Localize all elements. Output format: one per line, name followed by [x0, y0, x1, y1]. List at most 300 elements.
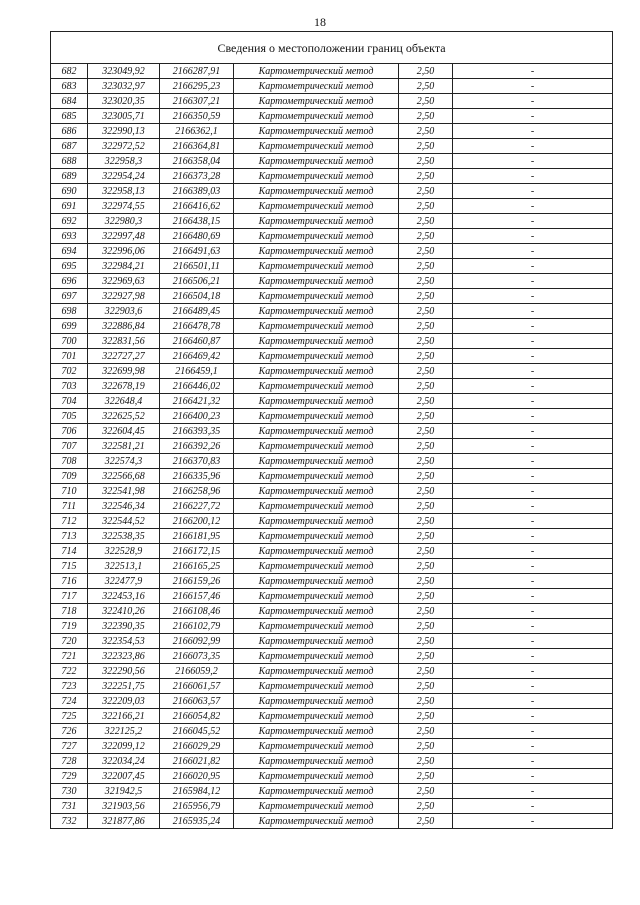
x-coordinate-cell: 322477,9	[88, 574, 160, 589]
y-coordinate-cell: 2166059,2	[160, 664, 234, 679]
point-number-cell: 696	[51, 274, 88, 289]
method-cell: Картометрический метод	[234, 679, 399, 694]
x-coordinate-cell: 322125,2	[88, 724, 160, 739]
description-cell: -	[453, 574, 613, 589]
x-coordinate-cell: 322528,9	[88, 544, 160, 559]
method-cell: Картометрический метод	[234, 484, 399, 499]
table-row	[51, 634, 613, 649]
method-cell: Картометрический метод	[234, 289, 399, 304]
x-coordinate-cell: 322958,13	[88, 184, 160, 199]
table-row	[51, 184, 613, 199]
description-cell: -	[453, 289, 613, 304]
table-row	[51, 664, 613, 679]
point-number-cell: 689	[51, 169, 88, 184]
description-cell: -	[453, 619, 613, 634]
table-row	[51, 244, 613, 259]
y-coordinate-cell: 2166200,12	[160, 514, 234, 529]
y-coordinate-cell: 2166287,91	[160, 64, 234, 79]
table-row	[51, 679, 613, 694]
y-coordinate-cell: 2165984,12	[160, 784, 234, 799]
method-cell: Картометрический метод	[234, 319, 399, 334]
accuracy-cell: 2,50	[399, 214, 453, 229]
accuracy-cell: 2,50	[399, 439, 453, 454]
accuracy-cell: 2,50	[399, 289, 453, 304]
accuracy-cell: 2,50	[399, 274, 453, 289]
x-coordinate-cell: 323049,92	[88, 64, 160, 79]
table-row	[51, 139, 613, 154]
y-coordinate-cell: 2166373,28	[160, 169, 234, 184]
description-cell: -	[453, 769, 613, 784]
method-cell: Картометрический метод	[234, 799, 399, 814]
y-coordinate-cell: 2166172,15	[160, 544, 234, 559]
table-row	[51, 409, 613, 424]
x-coordinate-cell: 322699,98	[88, 364, 160, 379]
x-coordinate-cell: 321942,5	[88, 784, 160, 799]
x-coordinate-cell: 322980,3	[88, 214, 160, 229]
description-cell: -	[453, 364, 613, 379]
point-number-cell: 727	[51, 739, 88, 754]
point-number-cell: 726	[51, 724, 88, 739]
accuracy-cell: 2,50	[399, 514, 453, 529]
x-coordinate-cell: 322831,56	[88, 334, 160, 349]
point-number-cell: 701	[51, 349, 88, 364]
y-coordinate-cell: 2166370,83	[160, 454, 234, 469]
y-coordinate-cell: 2166181,95	[160, 529, 234, 544]
description-cell: -	[453, 604, 613, 619]
point-number-cell: 716	[51, 574, 88, 589]
table-row	[51, 289, 613, 304]
x-coordinate-cell: 322727,27	[88, 349, 160, 364]
description-cell: -	[453, 124, 613, 139]
table-row	[51, 799, 613, 814]
accuracy-cell: 2,50	[399, 499, 453, 514]
method-cell: Картометрический метод	[234, 349, 399, 364]
method-cell: Картометрический метод	[234, 544, 399, 559]
y-coordinate-cell: 2166335,96	[160, 469, 234, 484]
y-coordinate-cell: 2165935,24	[160, 814, 234, 829]
y-coordinate-cell: 2166159,26	[160, 574, 234, 589]
point-number-cell: 685	[51, 109, 88, 124]
method-cell: Картометрический метод	[234, 709, 399, 724]
point-number-cell: 691	[51, 199, 88, 214]
accuracy-cell: 2,50	[399, 424, 453, 439]
table-row	[51, 694, 613, 709]
table-row	[51, 784, 613, 799]
description-cell: -	[453, 229, 613, 244]
table-row	[51, 619, 613, 634]
y-coordinate-cell: 2166063,57	[160, 694, 234, 709]
point-number-cell: 703	[51, 379, 88, 394]
accuracy-cell: 2,50	[399, 469, 453, 484]
description-cell: -	[453, 199, 613, 214]
description-cell: -	[453, 394, 613, 409]
x-coordinate-cell: 322390,35	[88, 619, 160, 634]
accuracy-cell: 2,50	[399, 544, 453, 559]
method-cell: Картометрический метод	[234, 439, 399, 454]
y-coordinate-cell: 2166350,59	[160, 109, 234, 124]
accuracy-cell: 2,50	[399, 454, 453, 469]
table-row	[51, 64, 613, 79]
method-cell: Картометрический метод	[234, 604, 399, 619]
description-cell: -	[453, 244, 613, 259]
x-coordinate-cell: 322541,98	[88, 484, 160, 499]
x-coordinate-cell: 322099,12	[88, 739, 160, 754]
x-coordinate-cell: 322625,52	[88, 409, 160, 424]
point-number-cell: 724	[51, 694, 88, 709]
point-number-cell: 713	[51, 529, 88, 544]
accuracy-cell: 2,50	[399, 259, 453, 274]
method-cell: Картометрический метод	[234, 154, 399, 169]
point-number-cell: 694	[51, 244, 88, 259]
method-cell: Картометрический метод	[234, 499, 399, 514]
y-coordinate-cell: 2166416,62	[160, 199, 234, 214]
table-row	[51, 754, 613, 769]
y-coordinate-cell: 2166102,79	[160, 619, 234, 634]
x-coordinate-cell: 322604,45	[88, 424, 160, 439]
method-cell: Картометрический метод	[234, 469, 399, 484]
point-number-cell: 725	[51, 709, 88, 724]
accuracy-cell: 2,50	[399, 334, 453, 349]
table-row	[51, 274, 613, 289]
y-coordinate-cell: 2166364,81	[160, 139, 234, 154]
description-cell: -	[453, 784, 613, 799]
method-cell: Картометрический метод	[234, 124, 399, 139]
description-cell: -	[453, 109, 613, 124]
point-number-cell: 729	[51, 769, 88, 784]
x-coordinate-cell: 322990,13	[88, 124, 160, 139]
method-cell: Картометрический метод	[234, 214, 399, 229]
description-cell: -	[453, 679, 613, 694]
table-row	[51, 454, 613, 469]
x-coordinate-cell: 322927,98	[88, 289, 160, 304]
x-coordinate-cell: 322544,52	[88, 514, 160, 529]
point-number-cell: 692	[51, 214, 88, 229]
description-cell: -	[453, 214, 613, 229]
x-coordinate-cell: 322007,45	[88, 769, 160, 784]
description-cell: -	[453, 739, 613, 754]
y-coordinate-cell: 2166362,1	[160, 124, 234, 139]
point-number-cell: 687	[51, 139, 88, 154]
point-number-cell: 711	[51, 499, 88, 514]
x-coordinate-cell: 322251,75	[88, 679, 160, 694]
point-number-cell: 706	[51, 424, 88, 439]
y-coordinate-cell: 2166295,23	[160, 79, 234, 94]
x-coordinate-cell: 322166,21	[88, 709, 160, 724]
point-number-cell: 682	[51, 64, 88, 79]
table-row	[51, 334, 613, 349]
accuracy-cell: 2,50	[399, 604, 453, 619]
description-cell: -	[453, 469, 613, 484]
method-cell: Картометрический метод	[234, 424, 399, 439]
description-cell: -	[453, 529, 613, 544]
x-coordinate-cell: 321903,56	[88, 799, 160, 814]
y-coordinate-cell: 2166307,21	[160, 94, 234, 109]
description-cell: -	[453, 64, 613, 79]
y-coordinate-cell: 2166092,99	[160, 634, 234, 649]
point-number-cell: 686	[51, 124, 88, 139]
y-coordinate-cell: 2166478,78	[160, 319, 234, 334]
point-number-cell: 722	[51, 664, 88, 679]
x-coordinate-cell: 322958,3	[88, 154, 160, 169]
point-number-cell: 700	[51, 334, 88, 349]
description-cell: -	[453, 694, 613, 709]
point-number-cell: 704	[51, 394, 88, 409]
description-cell: -	[453, 169, 613, 184]
x-coordinate-cell: 322972,52	[88, 139, 160, 154]
accuracy-cell: 2,50	[399, 139, 453, 154]
table-row	[51, 574, 613, 589]
point-number-cell: 730	[51, 784, 88, 799]
method-cell: Картометрический метод	[234, 739, 399, 754]
y-coordinate-cell: 2166392,26	[160, 439, 234, 454]
point-number-cell: 688	[51, 154, 88, 169]
y-coordinate-cell: 2166165,25	[160, 559, 234, 574]
method-cell: Картометрический метод	[234, 64, 399, 79]
method-cell: Картометрический метод	[234, 754, 399, 769]
accuracy-cell: 2,50	[399, 679, 453, 694]
x-coordinate-cell: 322574,3	[88, 454, 160, 469]
table-row	[51, 229, 613, 244]
point-number-cell: 712	[51, 514, 88, 529]
y-coordinate-cell: 2166400,23	[160, 409, 234, 424]
table-row	[51, 319, 613, 334]
accuracy-cell: 2,50	[399, 169, 453, 184]
x-coordinate-cell: 322546,34	[88, 499, 160, 514]
x-coordinate-cell: 322648,4	[88, 394, 160, 409]
table-row	[51, 94, 613, 109]
y-coordinate-cell: 2166393,35	[160, 424, 234, 439]
table-row	[51, 424, 613, 439]
x-coordinate-cell: 321877,86	[88, 814, 160, 829]
accuracy-cell: 2,50	[399, 769, 453, 784]
description-cell: -	[453, 724, 613, 739]
table-row	[51, 379, 613, 394]
method-cell: Картометрический метод	[234, 109, 399, 124]
description-cell: -	[453, 184, 613, 199]
point-number-cell: 728	[51, 754, 88, 769]
point-number-cell: 690	[51, 184, 88, 199]
x-coordinate-cell: 322974,55	[88, 199, 160, 214]
description-cell: -	[453, 454, 613, 469]
description-cell: -	[453, 79, 613, 94]
method-cell: Картометрический метод	[234, 589, 399, 604]
accuracy-cell: 2,50	[399, 484, 453, 499]
accuracy-cell: 2,50	[399, 154, 453, 169]
x-coordinate-cell: 322290,56	[88, 664, 160, 679]
y-coordinate-cell: 2166061,57	[160, 679, 234, 694]
point-number-cell: 695	[51, 259, 88, 274]
point-number-cell: 698	[51, 304, 88, 319]
point-number-cell: 721	[51, 649, 88, 664]
x-coordinate-cell: 322581,21	[88, 439, 160, 454]
table-row	[51, 484, 613, 499]
x-coordinate-cell: 322034,24	[88, 754, 160, 769]
y-coordinate-cell: 2166501,11	[160, 259, 234, 274]
x-coordinate-cell: 322678,19	[88, 379, 160, 394]
description-cell: -	[453, 799, 613, 814]
y-coordinate-cell: 2165956,79	[160, 799, 234, 814]
y-coordinate-cell: 2166108,46	[160, 604, 234, 619]
description-cell: -	[453, 814, 613, 829]
x-coordinate-cell: 323005,71	[88, 109, 160, 124]
point-number-cell: 719	[51, 619, 88, 634]
y-coordinate-cell: 2166258,96	[160, 484, 234, 499]
x-coordinate-cell: 322954,24	[88, 169, 160, 184]
accuracy-cell: 2,50	[399, 589, 453, 604]
table-row	[51, 214, 613, 229]
method-cell: Картометрический метод	[234, 139, 399, 154]
x-coordinate-cell: 322886,84	[88, 319, 160, 334]
accuracy-cell: 2,50	[399, 529, 453, 544]
y-coordinate-cell: 2166389,03	[160, 184, 234, 199]
point-number-cell: 720	[51, 634, 88, 649]
x-coordinate-cell: 322997,48	[88, 229, 160, 244]
description-cell: -	[453, 664, 613, 679]
table-title-row	[51, 32, 613, 64]
table-row	[51, 559, 613, 574]
y-coordinate-cell: 2166469,42	[160, 349, 234, 364]
x-coordinate-cell: 322969,63	[88, 274, 160, 289]
accuracy-cell: 2,50	[399, 634, 453, 649]
x-coordinate-cell: 322453,16	[88, 589, 160, 604]
method-cell: Картометрический метод	[234, 559, 399, 574]
description-cell: -	[453, 514, 613, 529]
y-coordinate-cell: 2166489,45	[160, 304, 234, 319]
description-cell: -	[453, 559, 613, 574]
method-cell: Картометрический метод	[234, 334, 399, 349]
y-coordinate-cell: 2166459,1	[160, 364, 234, 379]
method-cell: Картометрический метод	[234, 229, 399, 244]
y-coordinate-cell: 2166157,46	[160, 589, 234, 604]
description-cell: -	[453, 259, 613, 274]
description-cell: -	[453, 424, 613, 439]
description-cell: -	[453, 334, 613, 349]
method-cell: Картометрический метод	[234, 814, 399, 829]
description-cell: -	[453, 649, 613, 664]
table-row	[51, 304, 613, 319]
description-cell: -	[453, 274, 613, 289]
description-cell: -	[453, 754, 613, 769]
accuracy-cell: 2,50	[399, 559, 453, 574]
method-cell: Картометрический метод	[234, 694, 399, 709]
description-cell: -	[453, 634, 613, 649]
y-coordinate-cell: 2166421,32	[160, 394, 234, 409]
method-cell: Картометрический метод	[234, 304, 399, 319]
y-coordinate-cell: 2166358,04	[160, 154, 234, 169]
table-row	[51, 364, 613, 379]
accuracy-cell: 2,50	[399, 814, 453, 829]
description-cell: -	[453, 319, 613, 334]
table-row	[51, 529, 613, 544]
method-cell: Картометрический метод	[234, 169, 399, 184]
accuracy-cell: 2,50	[399, 724, 453, 739]
table-row	[51, 544, 613, 559]
table-row	[51, 199, 613, 214]
x-coordinate-cell: 322538,35	[88, 529, 160, 544]
method-cell: Картометрический метод	[234, 649, 399, 664]
accuracy-cell: 2,50	[399, 109, 453, 124]
method-cell: Картометрический метод	[234, 379, 399, 394]
method-cell: Картометрический метод	[234, 454, 399, 469]
table-row	[51, 514, 613, 529]
table-row	[51, 499, 613, 514]
method-cell: Картометрический метод	[234, 634, 399, 649]
table-row	[51, 124, 613, 139]
table-row	[51, 349, 613, 364]
point-number-cell: 697	[51, 289, 88, 304]
table-row	[51, 154, 613, 169]
description-cell: -	[453, 154, 613, 169]
accuracy-cell: 2,50	[399, 694, 453, 709]
y-coordinate-cell: 2166506,21	[160, 274, 234, 289]
x-coordinate-cell: 322209,03	[88, 694, 160, 709]
accuracy-cell: 2,50	[399, 319, 453, 334]
point-number-cell: 709	[51, 469, 88, 484]
y-coordinate-cell: 2166073,35	[160, 649, 234, 664]
accuracy-cell: 2,50	[399, 64, 453, 79]
description-cell: -	[453, 544, 613, 559]
point-number-cell: 705	[51, 409, 88, 424]
description-cell: -	[453, 409, 613, 424]
y-coordinate-cell: 2166446,02	[160, 379, 234, 394]
table-row	[51, 724, 613, 739]
x-coordinate-cell: 322513,1	[88, 559, 160, 574]
y-coordinate-cell: 2166460,87	[160, 334, 234, 349]
accuracy-cell: 2,50	[399, 364, 453, 379]
x-coordinate-cell: 322323,86	[88, 649, 160, 664]
y-coordinate-cell: 2166491,63	[160, 244, 234, 259]
accuracy-cell: 2,50	[399, 619, 453, 634]
boundary-coordinates-table	[50, 31, 613, 829]
method-cell: Картометрический метод	[234, 784, 399, 799]
method-cell: Картометрический метод	[234, 79, 399, 94]
accuracy-cell: 2,50	[399, 394, 453, 409]
accuracy-cell: 2,50	[399, 379, 453, 394]
x-coordinate-cell: 323020,35	[88, 94, 160, 109]
accuracy-cell: 2,50	[399, 304, 453, 319]
y-coordinate-cell: 2166227,72	[160, 499, 234, 514]
accuracy-cell: 2,50	[399, 124, 453, 139]
point-number-cell: 723	[51, 679, 88, 694]
accuracy-cell: 2,50	[399, 664, 453, 679]
method-cell: Картометрический метод	[234, 184, 399, 199]
method-cell: Картометрический метод	[234, 244, 399, 259]
method-cell: Картометрический метод	[234, 529, 399, 544]
table-row	[51, 709, 613, 724]
point-number-cell: 683	[51, 79, 88, 94]
point-number-cell: 708	[51, 454, 88, 469]
table-body	[51, 32, 613, 829]
accuracy-cell: 2,50	[399, 229, 453, 244]
point-number-cell: 684	[51, 94, 88, 109]
x-coordinate-cell: 322996,06	[88, 244, 160, 259]
page-number: 18	[314, 15, 326, 29]
point-number-cell: 714	[51, 544, 88, 559]
point-number-cell: 715	[51, 559, 88, 574]
table-row	[51, 649, 613, 664]
point-number-cell: 717	[51, 589, 88, 604]
accuracy-cell: 2,50	[399, 739, 453, 754]
accuracy-cell: 2,50	[399, 244, 453, 259]
table-row	[51, 739, 613, 754]
method-cell: Картометрический метод	[234, 199, 399, 214]
y-coordinate-cell: 2166045,52	[160, 724, 234, 739]
point-number-cell: 718	[51, 604, 88, 619]
accuracy-cell: 2,50	[399, 649, 453, 664]
x-coordinate-cell: 322566,68	[88, 469, 160, 484]
accuracy-cell: 2,50	[399, 754, 453, 769]
table-row	[51, 814, 613, 829]
